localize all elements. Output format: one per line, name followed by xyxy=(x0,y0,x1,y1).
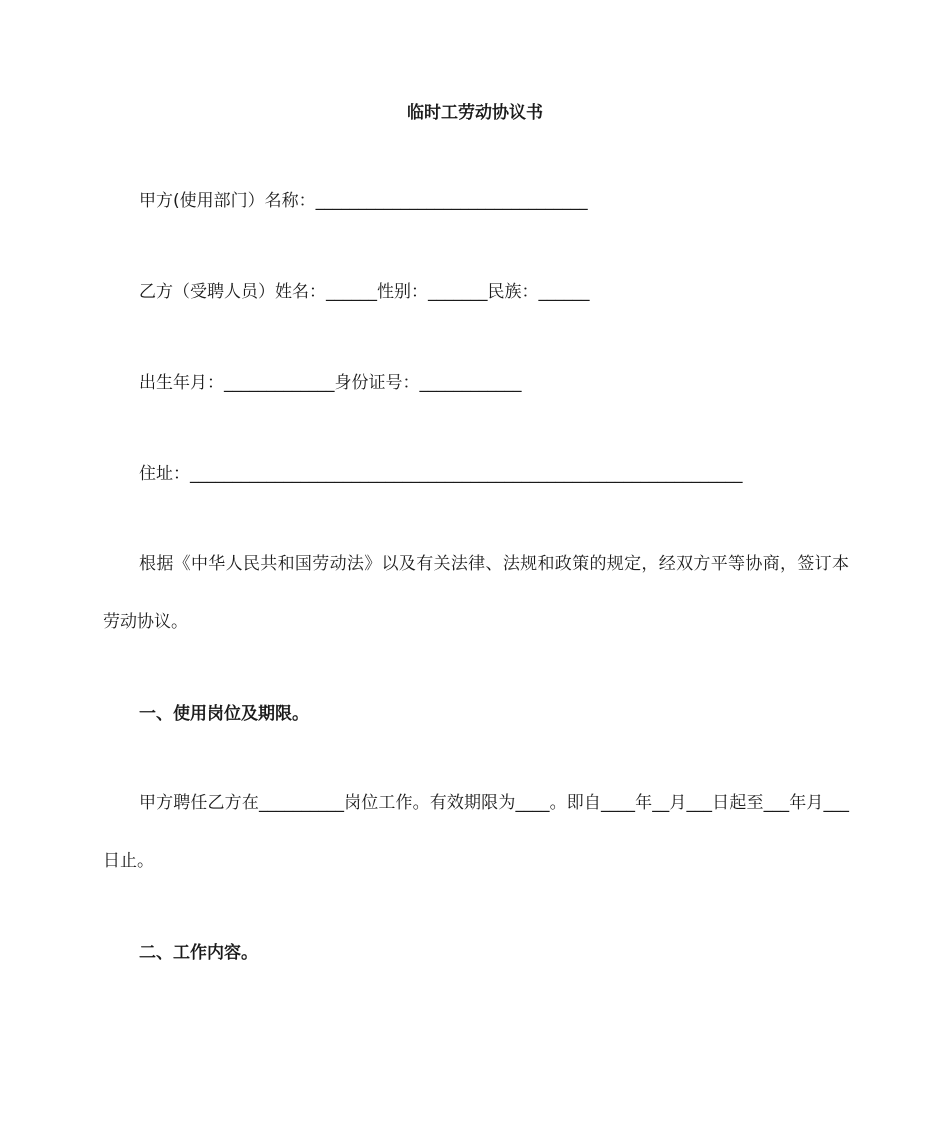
section-1-paragraph: 甲方聘任乙方在__________岗位工作。有效期限为____。即自____年__月___日起至___年月___日止。 xyxy=(103,793,849,871)
section-2-heading: 二、工作内容。 xyxy=(139,943,258,963)
address-line: 住址：_________________________________________________________________ xyxy=(139,464,743,484)
birth-id-line: 出生年月：_____________身份证号：____________ xyxy=(139,373,522,393)
document-title: 临时工劳动协议书 xyxy=(407,103,543,123)
party-a-line: 甲方(使用部门）名称：________________________________ xyxy=(139,191,588,211)
section-1-heading: 一、使用岗位及期限。 xyxy=(139,704,309,724)
intro-paragraph: 根据《中华人民共和国劳动法》以及有关法律、法规和政策的规定，经双方平等协商，签订本劳动协议。 xyxy=(103,554,849,632)
party-b-line: 乙方（受聘人员）姓名：______性别：_______民族：______ xyxy=(139,282,590,302)
